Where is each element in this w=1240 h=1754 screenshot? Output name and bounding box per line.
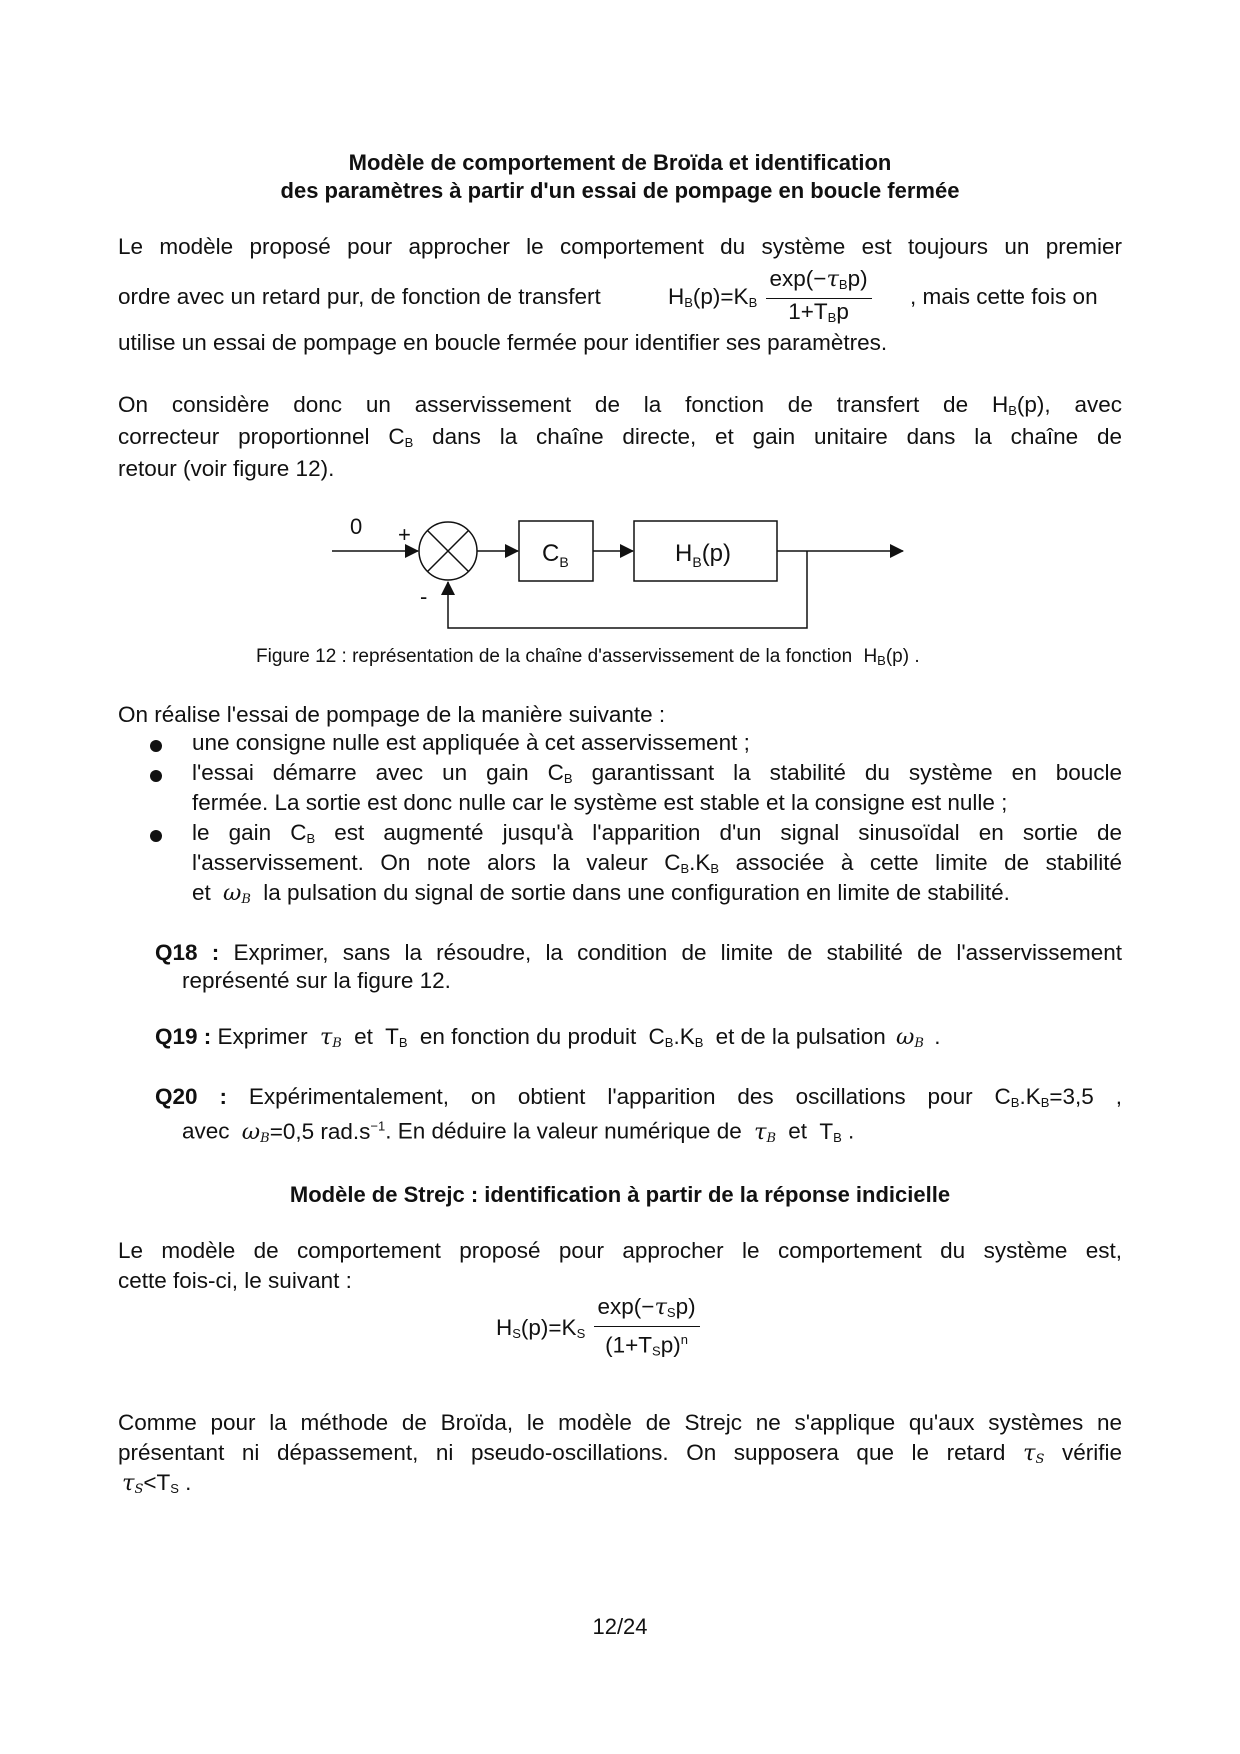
- plus-sign: +: [398, 522, 411, 547]
- consider-line2: correcteur proportionnel $C_B$ dans la chaîne directe, et gain unitaire dans la chaîne de: [118, 424, 1122, 450]
- bullet3-line1: le gain $C_B$ est augmenté jusqu'à l'apparition d'un signal sinusoïdal en sortie de: [192, 820, 1122, 846]
- bullet2-line2: fermée. La sortie est donc nulle car le système est stable et la consigne est nulle ;: [192, 790, 1008, 815]
- bullet3-line2: l'asservissement. On note alors la valeur $C_B.K_B$ associée à cette limite de stabilité: [192, 850, 1122, 876]
- bullet-3: [150, 830, 162, 842]
- pompage-intro: On réalise l'essai de pompage de la manière suivante :: [118, 702, 666, 727]
- minus-sign: -: [420, 584, 428, 609]
- hb-block-label: $H_B(p)$: [675, 540, 732, 570]
- q18-label: Q18 :: [155, 940, 220, 965]
- strejc-formula: $H_S(p)=K_S$ $\frac{\exp(-\tau_Sp)}{(1+T_Sp)^n}$: [496, 1294, 700, 1365]
- strejc-intro-line2: cette fois-ci, le suivant :: [118, 1268, 352, 1293]
- strejc-intro-line1: Le modèle de comportement proposé pour approcher le comportement du système est,: [118, 1238, 1122, 1263]
- consider-line3: retour (voir figure 12).: [118, 456, 335, 481]
- bullet-1: [150, 740, 162, 752]
- figure-caption: Figure 12 : représentation de la chaîne d'asservissement de la fonction $H_B(p)$ .: [256, 646, 920, 668]
- page-number: 12/24: [592, 1614, 648, 1639]
- q18-line2: représenté sur la figure 12.: [182, 968, 451, 993]
- section-title-line1: Modèle de comportement de Broïda et identification: [348, 150, 892, 175]
- intro-line3: utilise un essai de pompage en boucle fermée pour identifier ses paramètres.: [118, 330, 888, 355]
- consider-line1: On considère donc un asservissement de la fonction de transfert de $H_B(p)$, avec: [118, 392, 1122, 418]
- section2-title: Modèle de Strejc : identification à partir de la réponse indicielle: [289, 1182, 951, 1207]
- input-label: 0: [350, 514, 363, 539]
- intro-line1: Le modèle proposé pour approcher le comportement du système est toujours un premier: [118, 234, 1122, 259]
- feedback-path: [448, 551, 807, 628]
- q20-label: Q20 :: [155, 1084, 227, 1109]
- broida-formula: $H_B(p)=K_B$ $\frac{\exp(-\tau_Bp)}{1+T_Bp}$: [668, 266, 872, 331]
- bullet2-line1: l'essai démarre avec un gain $C_B$ garantissant la stabilité du système en boucle: [192, 760, 1123, 786]
- section-title-line2: des paramètres à partir d'un essai de pompage en boucle fermée: [280, 178, 960, 203]
- q18-line1: Q18 : Exprimer, sans la résoudre, la condition de limite de stabilité de l'asservissement: [155, 940, 1122, 965]
- block-diagram: [320, 512, 920, 642]
- strejc-comment-line1: Comme pour la méthode de Broïda, le modèle de Strejc ne s'applique qu'aux systèmes ne: [118, 1410, 1122, 1435]
- summing-junction: [419, 522, 477, 580]
- bullet-2: [150, 770, 162, 782]
- strejc-condition: $\tau_S<T_S$ .: [122, 1470, 192, 1497]
- q20-line2: avec $\omega_B=0,5$ $rad.s^{-1}$. En déduire la valeur numérique de $\tau_B$ et $T_B$ .: [182, 1118, 855, 1146]
- q20-line1: Q20 : Expérimentalement, on obtient l'apparition des oscillations pour $C_B.K_B=3,5$ ,: [155, 1084, 1122, 1110]
- q19-label: Q19 :: [155, 1024, 212, 1049]
- cb-block-label: $C_B$: [542, 540, 569, 570]
- intro-line2-text: ordre avec un retard pur, de fonction de transfert: [118, 284, 601, 309]
- intro-line2-end: , mais cette fois on: [910, 284, 1098, 309]
- q19-line: Q19 : Exprimer $\tau_B$ et $T_B$ en fonction du produit $C_B.K_B$ et de la pulsation $\omega_B$ .: [155, 1024, 941, 1051]
- bullet3-line3: et $\omega_B$ la pulsation du signal de sortie dans une configuration en limite de stabilité.: [192, 880, 1010, 907]
- bullet1-text: une consigne nulle est appliquée à cet asservissement ;: [192, 730, 750, 755]
- strejc-comment-line2: présentant ni dépassement, ni pseudo-oscillations. On supposera que le retard $\tau_S$ vérifie: [118, 1440, 1122, 1467]
